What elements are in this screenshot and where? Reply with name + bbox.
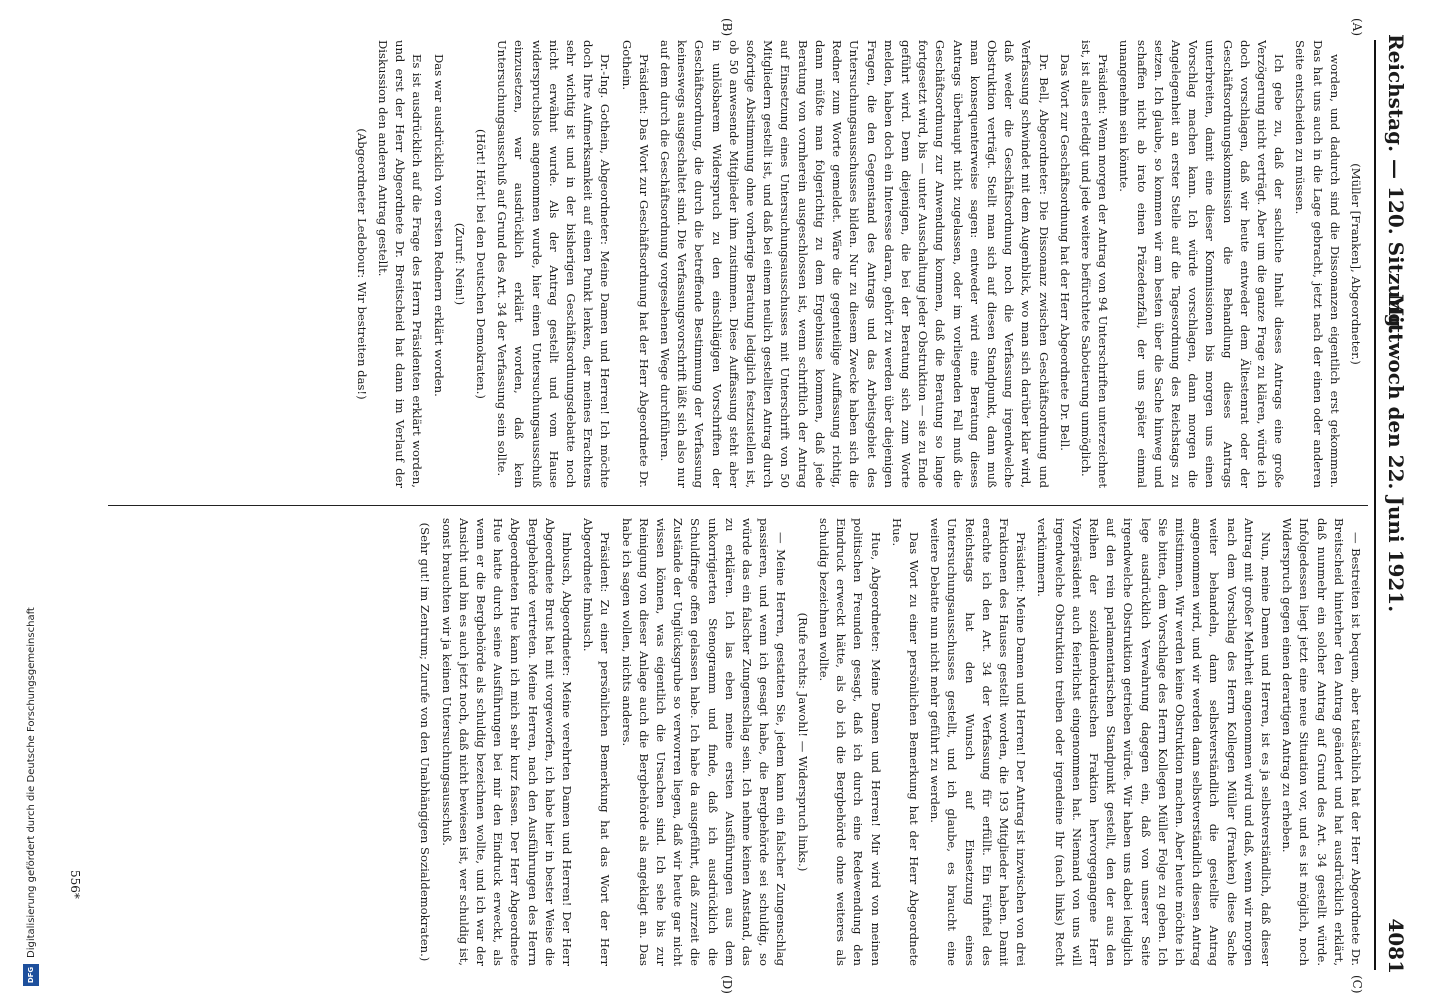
margin-letter-c: (C): [1350, 975, 1364, 994]
paragraph: Es ist ausdrücklich auf die Frage des Herrn Präsidenten erklärt worden, und erst der Herr Abgeordnete Dr. Breitscheid hat dann im Verlauf der Diskussion den anderen Antrag gestellt.: [376, 40, 425, 488]
interjection: (Zuruf: Nein!): [452, 222, 467, 306]
paragraph: worden, und dadurch sind die Dissonanzen eigentlich erst gekommen. Das hat uns auch in die Lage gebracht, jetzt nach der einen oder anderen Seite entscheiden zu müssen.: [1293, 40, 1342, 488]
paragraph: Ich gebe zu, daß der sachliche Inhalt dieses Antrags eine große Verzögerung nicht verträgt. Aber um die ganze Frage zu klären, würde ich doch vorschlagen, daß wir heute entweder dem Ältestenrat oder der Geschäftsordnungskommission die Behandlung dieses Antrags unterbreiten, damit eine dieser Kommissionen bis morgen uns einen Vorschlag machen kann. Ich würde vorschlagen, dann morgen die Angelegenheit an erster Stelle auf die Tagesordnung des Reichstags zu setzen. Ich glaube, so kommen wir am besten über die Sache hinweg und schaffen nicht ab irato einen Präzedenzfall, der uns später einmal unangenehm sein könnte.: [1117, 40, 1287, 488]
digitization-note: [14, 6, 48, 986]
paragraph: Das Wort zu einer persönlichen Bemerkung hat der Herr Abgeordnete Hue.: [889, 518, 921, 966]
paragraph: — Bestreiten ist bequem, aber tatsächlich hat der Herr Abgeordnete Dr. Breitscheid hinterher den Antrag geändert und hat ausdrücklich erklärt, daß nunmehr ein solcher Antrag auf Grund des Art. 34 gestellt würde. Infolgedessen liegt jetzt eine neue Situation vor, und es ist möglich, noch Widerspruch gegen einen derartigen Antrag zu erheben.: [1280, 518, 1363, 966]
paragraph: Das war ausdrücklich von ersten Rednern erklärt worden.: [431, 54, 446, 397]
paragraph: Dr. Bell, Abgeordneter: Die Dissonanz zwischen Geschäftsordnung und Verfassung schwindet mit dem Augenblick, wo man sich darüber klar wird, daß weder die Geschäftsordnung noch die Verfassung irgendwelche Obstruktion verträgt. Stellt man sich auf diesen Standpunkt, dann muß man konsequenterweise sagen: entweder wird eine Beratung dieses Antrags überhaupt nicht zugelassen, oder im vorliegenden Fall muß die Geschäftsordnung zur Anwendung kommen, daß die Beratung so lange fortgesetzt wird, bis — unter Ausschaltung jeder Obstruktion — sie zu Ende geführt wird. Denn diejenigen, die bei der Beratung sich zum Worte melden, haben doch ein Interesse daran, gehört zu werden über diejenigen Fragen, die den Gegenstand des Antrags und das Arbeitsgebiet des Untersuchungsausschusses bilden. Nur zu diesem Zwecke haben sich die Redner zum Worte gemeldet. Wäre die gegenteilige Auffassung richtig, dann müßte man folgerichtig zu dem Ergebnisse kommen, daß jede Beratung von vornherein ausgeschlossen ist, wenn schriftlich der Antrag auf Einsetzung eines Untersuchungsausschusses mit Unterschrift von 50 Mitgliedern gestellt ist, und daß bei einem neulich gestellten Antrag durch sofortige Abstimmung ohne vorherige Beratung lediglich festzustellen ist, ob 50 anwesende Mitglieder ihm zustimmen. Diese Auffassung steht aber in unlösbarem Widerspruch zu den einschlägigen Vorschriften der Geschäftsordnung, die durch die betreffende Bestimmung der Verfassung keineswegs ausgeschaltet sind. Die Verfassungsvorschrift läßt sich also nur auf dem durch die Geschäftsordnung vorgesehenen Wege durchführen.: [658, 40, 1051, 488]
paragraph: Präsident: Zu einer persönlichen Bemerkung hat das Wort der Herr Abgeordnete Imbusch.: [581, 518, 613, 966]
header-rule: [1374, 40, 1376, 970]
paragraph: — Meine Herren, gestatten Sie, jedem kann ein falscher Zungenschlag passieren, und wenn ich gesagt habe, die Bergbehörde sei schuldig, so würde das ein falscher Zungenschlag sein. Ich nehme keinen Anstand, das zu erklären. Ich las eben meine ersten Ausführungen aus dem unkorrigierten Stenogramm und finde, daß ich ausdrücklich die Schuldfrage offen gelassen habe. Ich habe da ausgeführt, daß zurzeit die Zustände der Unglücksgrube so verworren liegen, daß wir heute gar nicht wissen können, was eigentlich die Ursachen sind. Ich sehe bis zur Reinigung von dieser Anlage auch die Bergbehörde als angeklagt an. Das habe ich sagen wollen, nichts anderes.: [619, 518, 789, 966]
page-marker: 556*: [68, 870, 82, 899]
digitization-text: Digitalisierung gefördert durch die Deutsche Forschungsgemeinschaft: [25, 607, 37, 958]
paragraph: Präsident: Das Wort zur Geschäftsordnung hat der Herr Abgeordnete Dr. Gothein.: [619, 40, 651, 488]
column-divider: [108, 505, 1368, 506]
dfg-logo: DFG: [23, 964, 39, 986]
margin-letter-d: (D): [720, 975, 734, 994]
left-column: [104, 40, 1364, 488]
margin-letter-b: (B): [720, 18, 734, 37]
header-title: Reichstag. — 120. Sitzung.: [1384, 34, 1408, 335]
paragraph: Präsident: Wenn morgen der Antrag von 94 Unterschriften unterzeichnet ist, ist alles erledigt und jede weitere befürchtete Sabotierung unmöglich.: [1078, 40, 1111, 488]
interjection: (Rufe rechts: Jawohl! — Widerspruch links.): [795, 612, 810, 872]
interjection: (Sehr gut! im Zentrum; Zurufe von den Unabhängigen Sozialdemokraten.): [418, 522, 433, 962]
header-date: Mittwoch den 22. Juni 1921.: [1384, 294, 1408, 613]
paragraph: Nun, meine Damen und Herren, ist es ja selbstverständlich, daß dieser Antrag mit großer Mehrheit angenommen wird und daß, wenn wir morgen nach dem Vorschlag des Herrn Kollegen Müller (Franken) diese Sache weiter behandeln, dann selbstverständlich die gestellte Antrag angenommen wird, und wir werden dann selbstverständlich diesen Antrag mitstimmen. Wir werden keine Obstruktion machen. Aber heute möchte ich Sie bitten, dem Vorschlage des Herrn Kollegen Müller Folge zu geben. Ich lege ausdrücklich Verwahrung dagegen ein, daß von unserer Seite irgendwelche Obstruktion getrieben würde. Wir haben uns dabei lediglich auf den rein parlamentarischen Standpunkt gestellt, den der aus den Reihen der sozialdemokratischen Fraktion hervorgegangene Herr Vizepräsident auch feierlichst eingenommen hat. Niemand von uns will irgendwelche Obstruktion treiben oder irgendeine Ihr (nach links) Recht verkümmern.: [1035, 518, 1273, 966]
page-header: [1378, 34, 1412, 974]
interjection: (Hört! Hört! bei den Deutschen Demokraten.): [474, 129, 489, 399]
paragraph: Imbusch, Abgeordneter: Meine verehrten Damen und Herren! Der Herr Abgeordnete Brust hat mit vorgeworfen, ich habe hier in bester Weise die Bergbehörde vertreten. Meine Herren, nach den Ausführungen des Herrn Abgeordneten Hue kann ich mich sehr kurz fassen. Der Herr Abgeordnete Hue hatte durch seine Ausführungen bei mir den Eindruck erweckt, als wenn er die Bergbehörde als schuldig bezeichnen wollte, und ich war der Ansicht und bin es auch jetzt noch, daß nicht bewiesen ist, wer schuldig ist, sonst brauchten wir ja keinen Untersuchungsausschuß.: [439, 518, 575, 966]
header-page-number: 4081: [1384, 918, 1408, 974]
speaker-continuation: (Müller [Franken], Abgeordneter.): [1349, 163, 1363, 365]
interjection: (Abgeordneter Ledebour: Wir bestreiten das!): [354, 128, 369, 400]
right-column: [104, 518, 1364, 966]
paragraph: Das Wort zur Geschäftsordnung hat der Herr Abgeordnete Dr. Bell.: [1057, 54, 1072, 451]
paragraph: Präsident: Meine Damen und Herren! Der Antrag ist inzwischen von drei Fraktionen des Hauses gestellt worden, die 193 Mitglieder haben. Damit erachte ich den Art. 34 der Verfassung für erfüllt. Ein Fünftel des Reichstags hat den Wunsch auf Einsetzung eines Untersuchungsausschusses gestellt, und ich glaube, es braucht eine weitere Debatte nun nicht mehr geführt zu werden.: [928, 518, 1029, 966]
paragraph: Hue, Abgeordneter: Meine Damen und Herren! Mir wird von meinen politischen Freunden gesagt, daß ich durch eine Redewendung den Eindruck erweckt hätte, als ob ich die Bergbehörde ohne weiteres als schuldig bezeichnen wollte.: [816, 518, 883, 966]
margin-letter-a: (A): [1350, 18, 1364, 37]
paragraph: Dr.-Ing. Gothein, Abgeordneter: Meine Damen und Herren! Ich möchte doch Ihre Aufmerksamkeit auf einen Punkt lenken, der meines Erachtens sehr wichtig ist und in der bisherigen Geschäftsordnungsdebatte noch nicht erwähnt wurde. Als der Antrag gestellt und vom Hause widerspruchslos angenommen wurde, hier einen Untersuchungsausschuß einzusetzen, war ausdrücklich erklärt worden, daß kein Untersuchungsausschuß auf Grund des Art. 34 der Verfassung sein sollte.: [495, 40, 613, 488]
